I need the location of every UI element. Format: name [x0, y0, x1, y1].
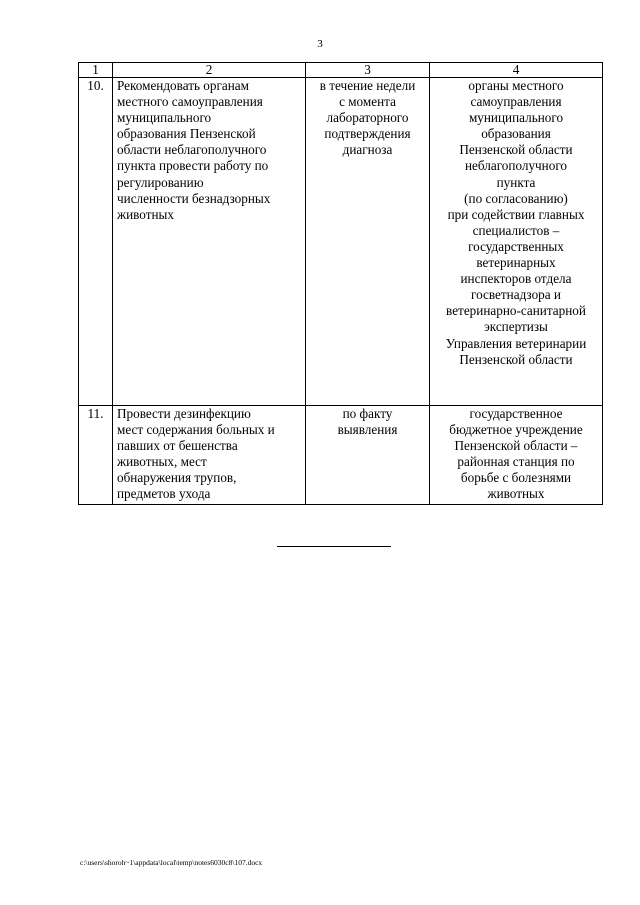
text-line: численности безнадзорных [117, 190, 271, 206]
deadline-cell [306, 406, 430, 505]
text-line: лабораторного [326, 110, 409, 126]
measures-table [78, 62, 603, 505]
text-line: Пензенской области [459, 142, 573, 158]
text-line: Провести дезинфекцию [117, 406, 251, 421]
text-line: подтверждения [324, 126, 411, 142]
text-line: животных [487, 486, 545, 502]
header-cell-3: 3 [306, 63, 430, 78]
text-line: области неблагополучного [117, 142, 267, 158]
text-line: районная станция по [457, 454, 575, 470]
text-line: образования [481, 126, 551, 142]
text-line: местного самоуправления [117, 94, 263, 110]
text-line: выявления [337, 422, 398, 438]
text-line: государственное [469, 406, 563, 421]
responsible-cell [430, 78, 603, 406]
text-line: животных [117, 206, 174, 222]
text-line: экспертизы [484, 319, 548, 335]
text-line: ветеринарно-санитарной [446, 303, 586, 319]
deadline-cell [306, 78, 430, 406]
text-line: пункта провести работу по [117, 158, 269, 174]
row-number: 10. [79, 78, 113, 406]
text-line: регулированию [117, 174, 204, 190]
text-line: пункта [496, 174, 536, 190]
text-line: животных, мест [117, 454, 207, 470]
text-line: диагноза [342, 142, 393, 158]
responsible-cell [430, 406, 603, 505]
measure-cell [113, 406, 306, 505]
text-line: по факту [342, 406, 393, 421]
text-line: бюджетное учреждение [449, 422, 583, 438]
row-number: 11. [79, 406, 113, 505]
text-line: самоуправления [470, 94, 562, 110]
text-line: предметов ухода [117, 486, 211, 502]
text-line: государственных [468, 238, 564, 254]
text-line: павших от бешенства [117, 438, 238, 454]
text-line: с момента [339, 94, 396, 110]
end-divider-line [277, 546, 391, 547]
text-line: специалистов – [472, 222, 560, 238]
text-line: (по согласованию) [464, 190, 568, 206]
text-line: обнаружения трупов, [117, 470, 237, 486]
header-cell-2: 2 [113, 63, 306, 78]
text-line: Пензенской области [459, 351, 573, 367]
text-line: Рекомендовать органам [117, 78, 249, 93]
text-line: ветеринарных [476, 255, 556, 271]
text-line: Управления ветеринарии [445, 335, 587, 351]
text-line: госветнадзора и [471, 287, 561, 303]
table-row [79, 78, 603, 406]
table-header-row [79, 63, 603, 78]
page-number: 3 [317, 38, 323, 50]
table-row [79, 406, 603, 505]
text-line: инспекторов отдела [460, 271, 572, 287]
header-cell-1: 1 [79, 63, 113, 78]
text-line: борьбе с болезнями [460, 470, 572, 486]
measure-cell [113, 78, 306, 406]
text-line: муниципального [468, 110, 564, 126]
footer-file-path: c:\users\shoroh~1\appdata\local\temp\notes6030c8\107.docx [80, 858, 263, 867]
text-line: Пензенской области – [454, 438, 578, 454]
text-line: в течение недели [319, 78, 416, 93]
text-line: мест содержания больных и [117, 422, 275, 438]
text-line: органы местного [468, 78, 564, 93]
text-line: образования Пензенской [117, 126, 256, 142]
text-line: при содействии главных [447, 206, 585, 222]
header-cell-4: 4 [430, 63, 603, 78]
text-line: муниципального [117, 110, 212, 126]
text-line: неблагополучного [464, 158, 567, 174]
